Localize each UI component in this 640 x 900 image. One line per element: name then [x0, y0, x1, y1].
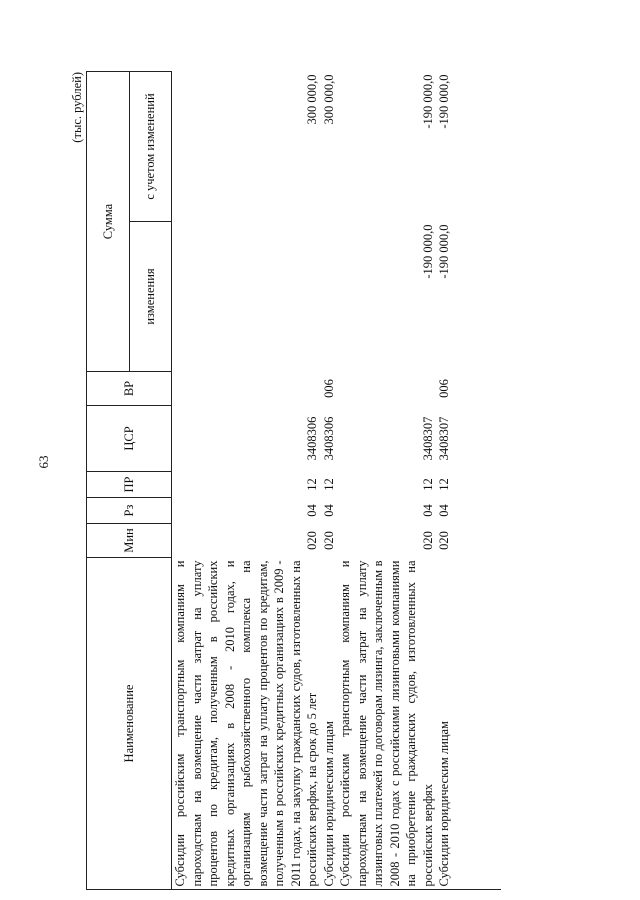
rotated-page: [70, 10, 540, 890]
row-csr: 3408306: [321, 416, 336, 461]
table-left-rule: [86, 889, 501, 890]
header-with-changes: с учетом изменений: [129, 72, 172, 222]
row-name: Субсидии юридическим лицам: [437, 721, 451, 887]
header-sum: Сумма: [87, 72, 130, 372]
row-rz: 04: [305, 504, 319, 517]
row-vr: [337, 372, 436, 406]
row-csr: 3408306: [305, 416, 319, 461]
row-min: 020: [321, 531, 336, 550]
table-row: [172, 72, 321, 890]
header-csr: ЦСР: [87, 406, 172, 472]
budget-table: [86, 71, 453, 890]
row-change: [172, 222, 321, 372]
row-name: Субсидии российским транспортным компаниям и пароходствам на возмещение части затрат на уплату процентов по кредитам, полученным в российских кредитных организациях в 2008 - 2010 годах, и организациям рыбохозяйственного комплекса на возмещение части затрат на уплату процентов по кредитам, полученным в российских кредитных организациях в 2009 - 2011 годах, на закупку гражданских судов, изготовленных на российских верфях, на срок до 5 лет: [173, 560, 319, 887]
row-pr: 12: [420, 478, 435, 491]
table-row: [337, 72, 436, 890]
row-name: Субсидии российским транспортным компаниям и пароходствам на возмещение части затрат на уплату лизинговых платежей по договорам лизинга, заключенным в 2008 - 2010 годах с российскими лизинговыми компаниями на приобретение гражданских судов, изготовленных на российских верфях: [338, 560, 435, 887]
row-min: 020: [437, 531, 451, 550]
row-pr: 12: [305, 478, 319, 491]
row-change: -190 000,0: [420, 224, 435, 279]
row-csr: 3408307: [437, 416, 451, 461]
row-rz: 04: [321, 504, 336, 517]
row-total: 300 000,0: [321, 74, 336, 125]
header-rz: Рз: [87, 498, 172, 524]
header-pr: ПР: [87, 472, 172, 498]
row-total: -190 000,0: [437, 74, 451, 129]
table-row: [436, 72, 453, 890]
row-min: 020: [420, 531, 435, 550]
row-pr: 12: [321, 478, 336, 491]
row-total: -190 000,0: [420, 74, 435, 129]
row-name: Субсидии юридическим лицам: [321, 721, 336, 887]
row-vr: [172, 372, 321, 406]
row-pr: 12: [437, 478, 451, 491]
table-row: [321, 72, 338, 890]
row-rz: 04: [420, 504, 435, 517]
header-name: Наименование: [87, 558, 172, 890]
row-vr: 006: [437, 379, 451, 398]
row-rz: 04: [437, 504, 451, 517]
header-changes: изменения: [129, 222, 172, 372]
page-number: 63: [36, 455, 51, 469]
units-label: (тыс. рублей): [70, 72, 84, 143]
row-min: 020: [305, 531, 319, 550]
row-change: [321, 222, 338, 372]
row-total: 300 000,0: [305, 74, 319, 125]
row-vr: 006: [321, 379, 336, 398]
row-csr: 3408307: [420, 416, 435, 461]
header-vr: ВР: [87, 372, 172, 406]
header-min: Мин: [87, 524, 172, 558]
row-change: -190 000,0: [437, 224, 451, 279]
